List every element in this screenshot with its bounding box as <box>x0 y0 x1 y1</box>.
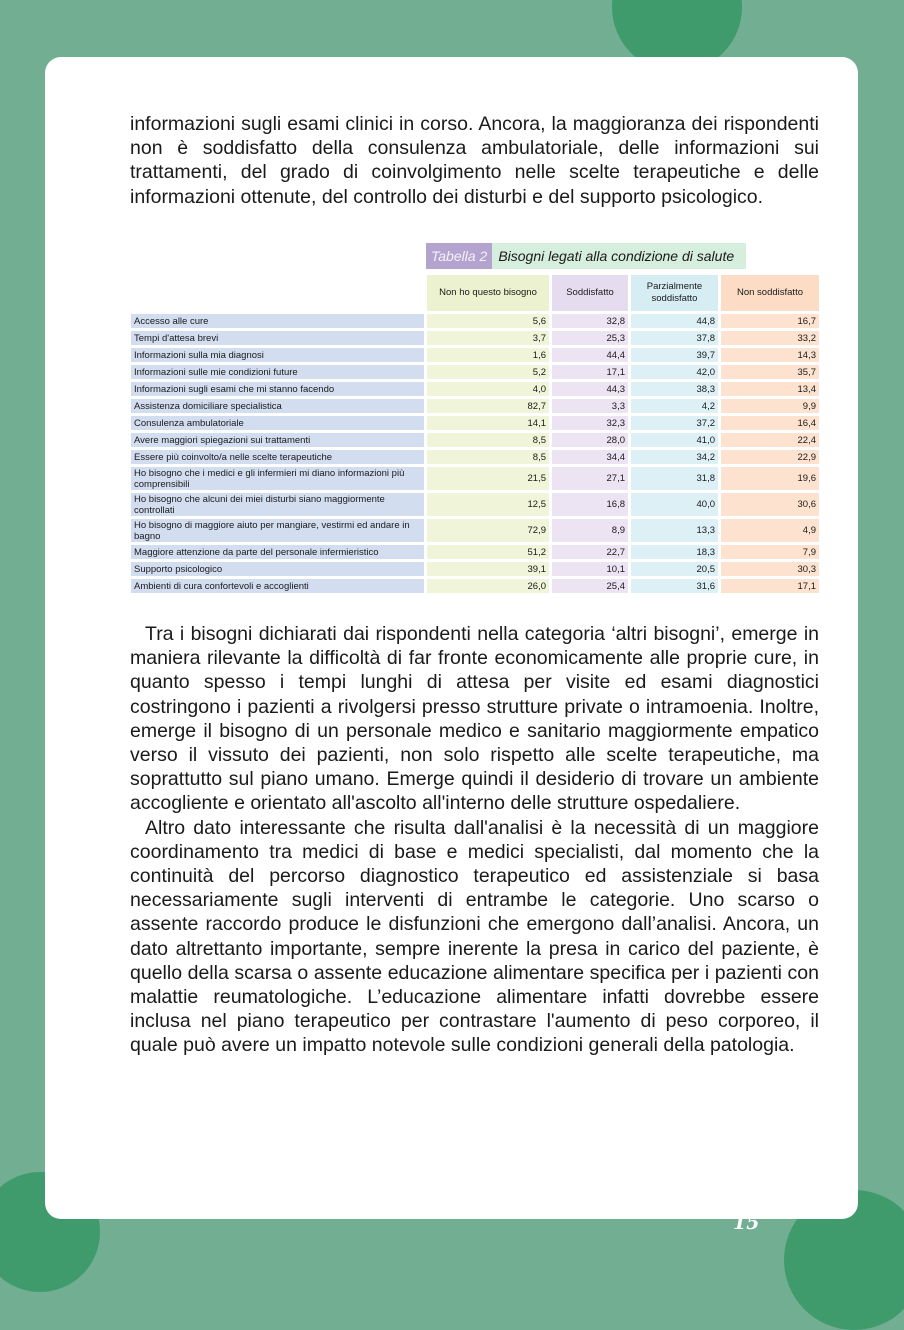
row-value: 44,4 <box>552 348 628 362</box>
row-value: 35,7 <box>721 365 819 379</box>
row-value: 40,0 <box>631 493 718 516</box>
row-value: 42,0 <box>631 365 718 379</box>
row-value: 22,7 <box>552 545 628 559</box>
row-value: 72,9 <box>427 519 549 542</box>
row-value: 41,0 <box>631 433 718 447</box>
table-row <box>131 545 819 559</box>
row-value: 39,1 <box>427 562 549 576</box>
row-value: 28,0 <box>552 433 628 447</box>
row-value: 19,6 <box>721 467 819 490</box>
row-value: 32,3 <box>552 416 628 430</box>
row-value: 5,2 <box>427 365 549 379</box>
row-value: 8,5 <box>427 433 549 447</box>
row-value: 26,0 <box>427 579 549 593</box>
header-blank <box>131 275 424 311</box>
row-value: 13,4 <box>721 382 819 396</box>
row-value: 27,1 <box>552 467 628 490</box>
row-value: 10,1 <box>552 562 628 576</box>
row-value: 22,9 <box>721 450 819 464</box>
row-value: 18,3 <box>631 545 718 559</box>
table-row <box>131 433 819 447</box>
table-row <box>131 348 819 362</box>
row-value: 31,8 <box>631 467 718 490</box>
table-row <box>131 416 819 430</box>
row-value: 7,9 <box>721 545 819 559</box>
row-label: Consulenza ambulatoriale <box>131 416 424 430</box>
row-value: 16,8 <box>552 493 628 516</box>
table-row <box>131 382 819 396</box>
table-row <box>131 467 819 490</box>
table-row <box>131 562 819 576</box>
row-value: 32,8 <box>552 314 628 328</box>
table-caption-title: Bisogni legati alla condizione di salute <box>492 243 746 269</box>
row-value: 37,8 <box>631 331 718 345</box>
table-row <box>131 331 819 345</box>
row-label: Ho bisogno di maggiore aiuto per mangiare, vestirmi ed andare in bagno <box>131 519 424 542</box>
header-non-ho-bisogno: Non ho questo bisogno <box>427 275 549 311</box>
row-value: 8,9 <box>552 519 628 542</box>
table-caption-tag: Tabella 2 <box>426 243 492 269</box>
row-value: 13,3 <box>631 519 718 542</box>
row-label: Accesso alle cure <box>131 314 424 328</box>
row-value: 5,6 <box>427 314 549 328</box>
row-value: 3,7 <box>427 331 549 345</box>
row-label: Informazioni sulle mie condizioni future <box>131 365 424 379</box>
paragraph-altri-bisogni: Tra i bisogni dichiarati dai rispondenti nella categoria ‘altri bisogni’, emerge in maniera rilevante la difficoltà di far fronte economicamente alle proprie cure, in quanto spesso i tempi lunghi di attesa per visite ed esami diagnostici costringono i pazienti a rivolgersi presso strutture private o intramoenia. Inoltre, emerge il bisogno di un personale medico e sanitario maggiormente empatico verso il vissuto dei pazienti, non solo rispetto alle scelte terapeutiche, ma soprattutto sul piano umano. Emerge quindi il desiderio di trovare un ambiente accogliente e orientato all'ascolto all'interno delle strutture ospedaliere. <box>130 623 819 815</box>
row-label: Avere maggiori spiegazioni sui trattamenti <box>131 433 424 447</box>
row-value: 82,7 <box>427 399 549 413</box>
body-text <box>130 622 819 1058</box>
row-value: 17,1 <box>552 365 628 379</box>
header-parzialmente-soddisfatto: Parzialmente soddisfatto <box>631 275 718 311</box>
intro-paragraph <box>130 112 819 209</box>
row-value: 8,5 <box>427 450 549 464</box>
row-value: 30,3 <box>721 562 819 576</box>
table-row <box>131 314 819 328</box>
table-caption <box>426 243 746 269</box>
row-value: 4,0 <box>427 382 549 396</box>
row-value: 44,3 <box>552 382 628 396</box>
row-value: 1,6 <box>427 348 549 362</box>
row-value: 17,1 <box>721 579 819 593</box>
row-value: 34,4 <box>552 450 628 464</box>
row-value: 12,5 <box>427 493 549 516</box>
row-value: 25,3 <box>552 331 628 345</box>
row-label: Ambienti di cura confortevoli e accoglienti <box>131 579 424 593</box>
page-number: 15 <box>733 1212 760 1234</box>
row-value: 21,5 <box>427 467 549 490</box>
table-header-row <box>131 275 819 311</box>
row-value: 37,2 <box>631 416 718 430</box>
row-value: 16,4 <box>721 416 819 430</box>
row-label: Ho bisogno che alcuni dei miei disturbi siano maggiormente controllati <box>131 493 424 516</box>
row-value: 4,2 <box>631 399 718 413</box>
row-value: 22,4 <box>721 433 819 447</box>
row-value: 38,3 <box>631 382 718 396</box>
row-value: 44,8 <box>631 314 718 328</box>
row-label: Maggiore attenzione da parte del personale infermieristico <box>131 545 424 559</box>
row-value: 31,6 <box>631 579 718 593</box>
row-value: 51,2 <box>427 545 549 559</box>
paragraph-coordinamento: Altro dato interessante che risulta dall'analisi è la necessità di un maggiore coordinamento tra medici di base e medici specialisti, dal momento che la continuità del percorso diagnostico terapeutico ed assistenziale si basa necessariamente sugli interventi di entrambe le categorie. Uno scarso o assente raccordo produce le disfunzioni che emergono dall’analisi. Ancora, un dato altrettanto importante, sempre inerente la presa in carico del paziente, è quello della scarsa o assente educazione alimentare specifica per i pazienti con malattie reumatologiche. L’educazione alimentare infatti dovrebbe essere inclusa nel piano terapeutico per contrastare l'aumento di peso corporeo, il quale può avere un impatto notevole sulle condizioni generali della patologia. <box>130 816 819 1057</box>
table-row <box>131 519 819 542</box>
row-label: Ho bisogno che i medici e gli infermieri mi diano informazioni più comprensibili <box>131 467 424 490</box>
row-value: 16,7 <box>721 314 819 328</box>
row-value: 3,3 <box>552 399 628 413</box>
table-row <box>131 365 819 379</box>
row-value: 20,5 <box>631 562 718 576</box>
row-value: 34,2 <box>631 450 718 464</box>
row-value: 4,9 <box>721 519 819 542</box>
row-label: Tempi d'attesa brevi <box>131 331 424 345</box>
row-value: 39,7 <box>631 348 718 362</box>
row-label: Informazioni sugli esami che mi stanno facendo <box>131 382 424 396</box>
table-row <box>131 450 819 464</box>
header-soddisfatto: Soddisfatto <box>552 275 628 311</box>
row-value: 25,4 <box>552 579 628 593</box>
row-value: 30,6 <box>721 493 819 516</box>
row-label: Assistenza domiciliare specialistica <box>131 399 424 413</box>
header-non-soddisfatto: Non soddisfatto <box>721 275 819 311</box>
row-value: 14,1 <box>427 416 549 430</box>
row-label: Informazioni sulla mia diagnosi <box>131 348 424 362</box>
table-row <box>131 579 819 593</box>
table-row <box>131 399 819 413</box>
needs-table <box>128 272 822 596</box>
intro-text: informazioni sugli esami clinici in corso. Ancora, la maggioranza dei rispondenti non è soddisfatto della consulenza ambulatoriale, delle informazioni sui trattamenti, del grado di coinvolgimento nelle scelte terapeutiche e delle informazioni ottenute, del controllo dei disturbi e del supporto psicologico. <box>130 113 819 208</box>
row-value: 14,3 <box>721 348 819 362</box>
row-label: Essere più coinvolto/a nelle scelte terapeutiche <box>131 450 424 464</box>
row-label: Supporto psicologico <box>131 562 424 576</box>
table-row <box>131 493 819 516</box>
row-value: 9,9 <box>721 399 819 413</box>
row-value: 33,2 <box>721 331 819 345</box>
